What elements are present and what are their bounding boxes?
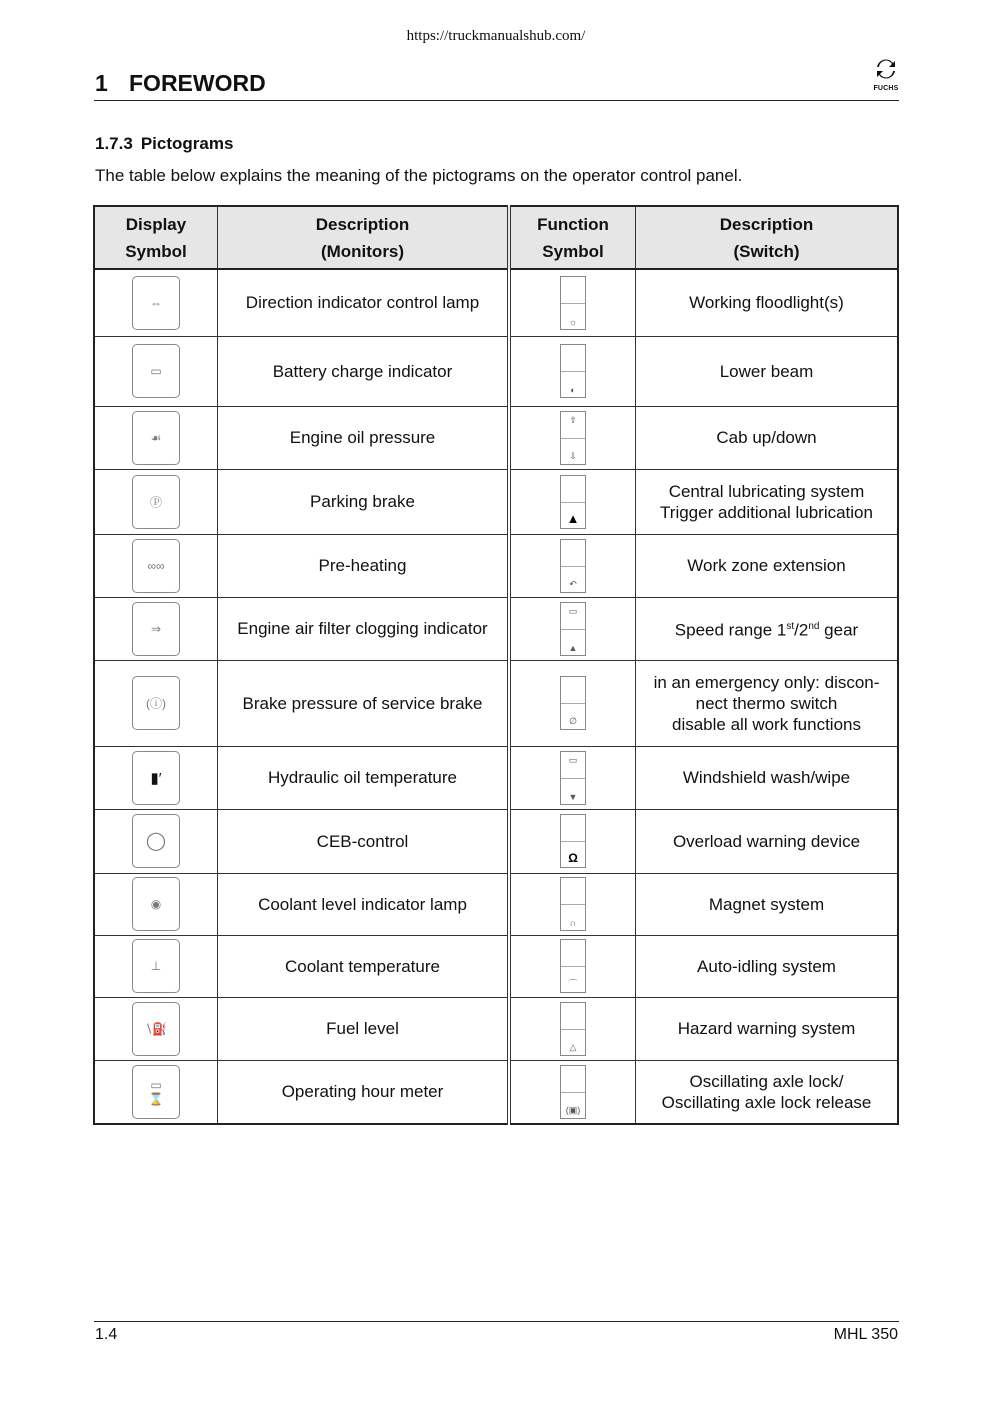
table-row [94,935,898,997]
table-row [94,406,898,469]
switch-description: Oscillating axle lock/ Oscillating axle lock release [636,1060,899,1124]
switch-description: Working floodlight(s) [636,269,899,336]
table-row [94,469,898,534]
auto-idle-icon: ⌒ [560,939,586,993]
table-row [94,873,898,935]
header-rule [94,100,899,101]
chapter-heading [95,70,266,97]
hour-meter-icon: ▭ ⌛ [132,1065,180,1119]
switch-description: Cab up/down [636,406,899,469]
chapter-title: FOREWORD [129,70,266,96]
switch-description: Central lubricating system Trigger additional lubrication [636,469,899,534]
lower-beam-icon: ◐ [560,344,586,398]
model-name: MHL 350 [833,1326,898,1343]
direction-indicator-icon: ⇔ [132,276,180,330]
switch-description: Speed range 1st/2nd gear [636,597,899,660]
table-row [94,534,898,597]
table-row [94,336,898,406]
table-row [94,746,898,809]
fuel-gauge-icon: ∖⛽ [132,1002,180,1056]
section-title: Pictograms [140,134,234,153]
monitor-description: Pre-heating [218,534,510,597]
switch-description: Overload warning device [636,809,899,873]
switch-description: Hazard warning system [636,997,899,1060]
header-desc-switch: Description (Switch) [636,206,899,269]
section-heading [95,134,233,154]
brake-warning-icon: (ⓘ) [132,676,180,730]
monitor-description: Engine air filter clogging indicator [218,597,510,660]
switch-description: Lower beam [636,336,899,406]
hydraulic-temp-icon: ▮′ [132,751,180,805]
magnet-icon: ∩ [560,877,586,931]
speed-range-icon: ▭ ▲ [560,602,586,656]
wash-wipe-icon: ▭ ▼ [560,751,586,805]
switch-description: in an emergency only: discon- nect thermo switch disable all work functions [636,660,899,746]
table-row [94,997,898,1060]
overload-icon: Ω [560,814,586,868]
header-desc-monitors: Description (Monitors) [218,206,510,269]
monitor-description: Parking brake [218,469,510,534]
footer-rule [94,1321,899,1322]
fuchs-logo-icon [875,58,897,80]
chapter-number: 1 [95,70,108,96]
air-filter-icon: ⇒ [132,602,180,656]
monitor-description: Coolant level indicator lamp [218,873,510,935]
table-row [94,597,898,660]
logo-text: FUCHS [873,85,899,92]
cab-up-down-icon: ⇧ ⇩ [560,411,586,465]
switch-description: Magnet system [636,873,899,935]
table-row [94,660,898,746]
switch-description: Work zone extension [636,534,899,597]
monitor-description: Operating hour meter [218,1060,510,1124]
parking-brake-icon: Ⓟ [132,475,180,529]
monitor-description: Coolant temperature [218,935,510,997]
table-row [94,1060,898,1124]
monitor-description: Hydraulic oil temperature [218,746,510,809]
fuchs-logo [866,58,906,92]
coolant-temp-icon: ⊥ [132,939,180,993]
source-url: https://truckmanualshub.com/ [406,28,586,44]
axle-lock-icon: (▣) [560,1065,586,1119]
monitor-description: CEB-control [218,809,510,873]
hazard-icon: △ [560,1002,586,1056]
monitor-description: Battery charge indicator [218,336,510,406]
preheat-coil-icon: ∞∞ [132,539,180,593]
table-header-row [94,206,898,269]
thermo-switch-icon: ∅ [560,676,586,730]
monitor-description: Engine oil pressure [218,406,510,469]
oil-can-icon: ☙ [132,411,180,465]
work-zone-icon: ↶ [560,539,586,593]
lubrication-icon: ▲ [560,475,586,529]
monitor-description: Direction indicator control lamp [218,269,510,336]
switch-description: Auto-idling system [636,935,899,997]
monitor-description: Fuel level [218,997,510,1060]
header-display-symbol: Display Symbol [94,206,218,269]
section-number: 1.7.3 [95,134,133,153]
floodlight-icon: ☼ [560,276,586,330]
header-function-symbol: Function Symbol [509,206,636,269]
table-row [94,809,898,873]
section-intro: The table below explains the meaning of the pictograms on the operator control panel. [95,166,743,185]
switch-description: Windshield wash/wipe [636,746,899,809]
pictogram-table [93,205,899,1125]
monitor-description: Brake pressure of service brake [218,660,510,746]
table-row [94,269,898,336]
page-number: 1.4 [95,1326,118,1343]
battery-icon: ▭ [132,344,180,398]
coolant-level-icon: ◉ [132,877,180,931]
ceb-control-icon: ◯ [132,814,180,868]
